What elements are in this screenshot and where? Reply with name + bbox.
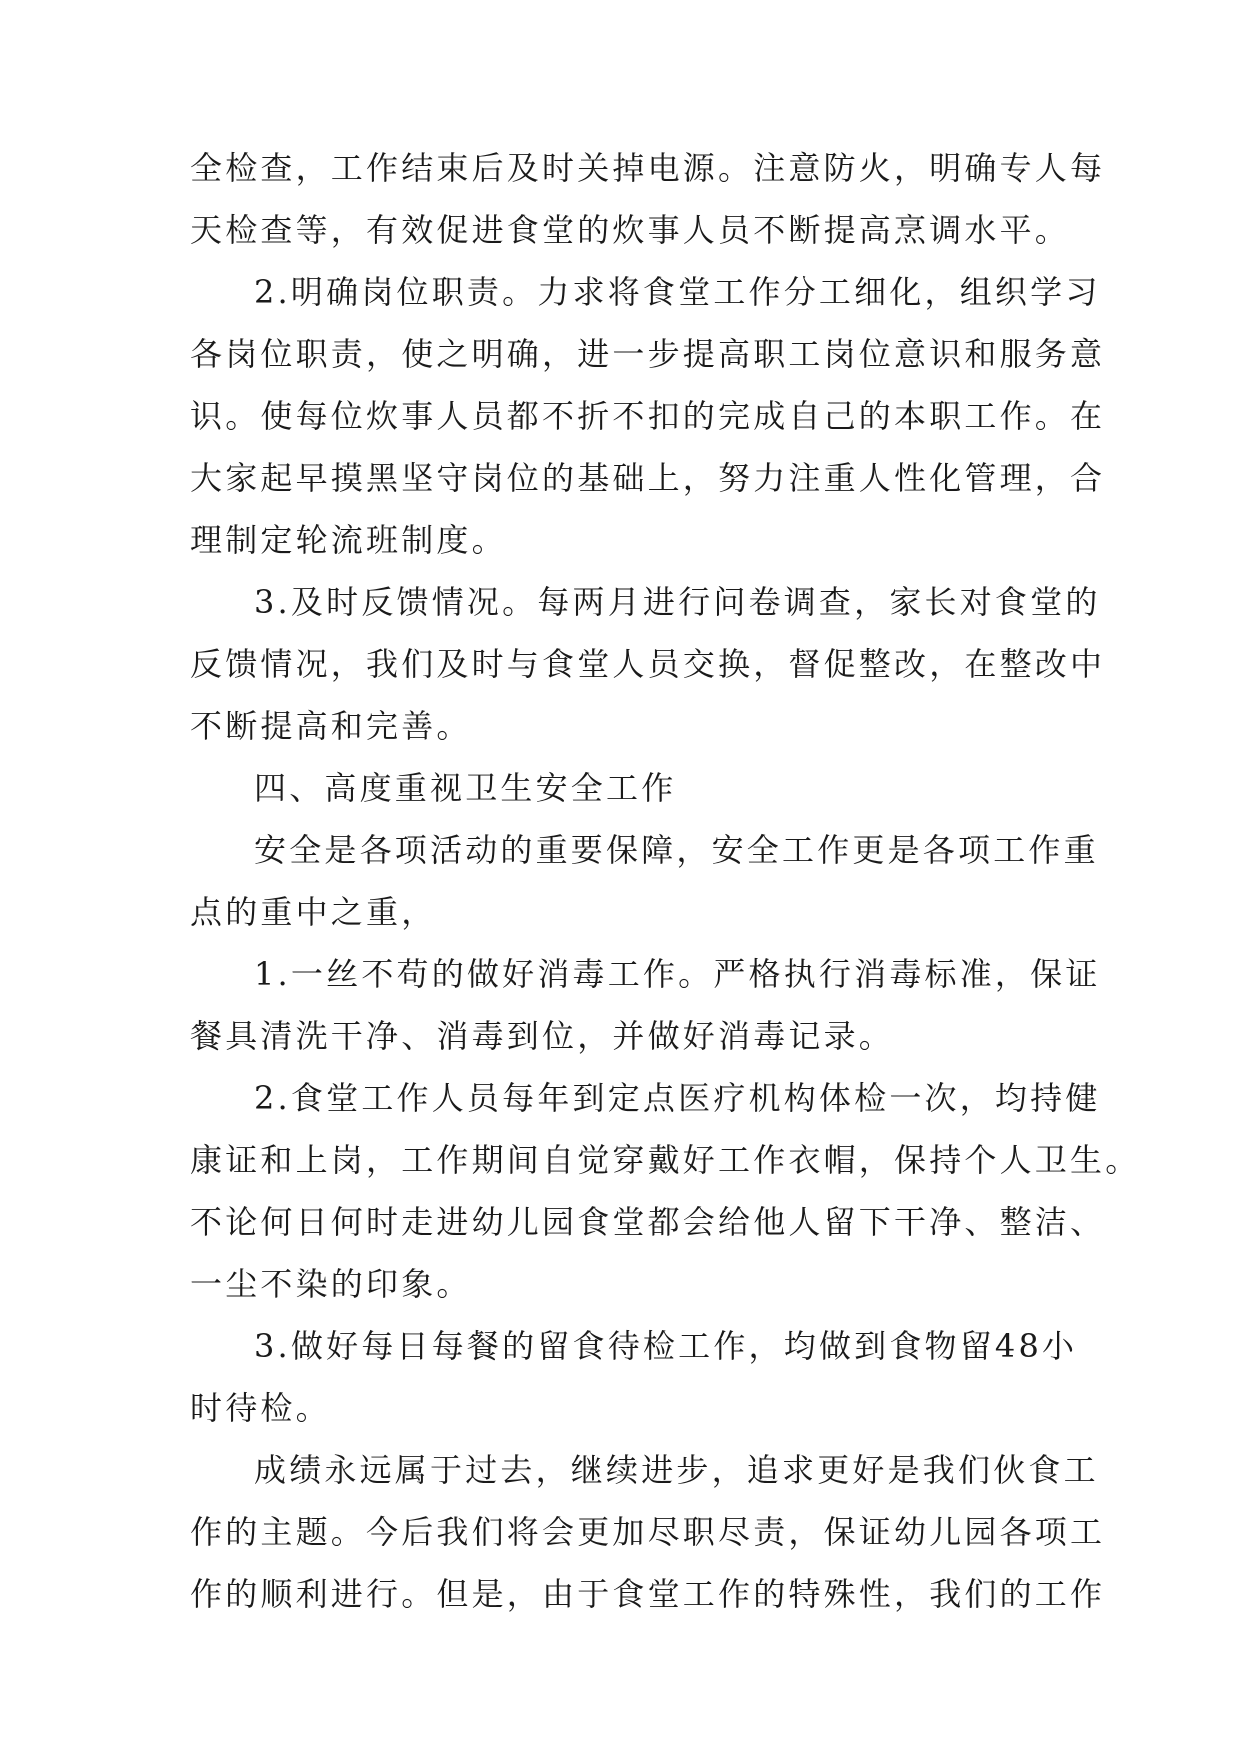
text-line: 各岗位职责，使之明确，进一步提高职工岗位意识和服务意 <box>190 335 1106 373</box>
text-line: 理制定轮流班制度。 <box>190 521 507 559</box>
text-line: 成绩永远属于过去，继续进步，追求更好是我们伙食工 <box>254 1451 1099 1489</box>
text-line: 2.食堂工作人员每年到定点医疗机构体检一次，均持健 <box>254 1079 1101 1117</box>
text-line: 点的重中之重， <box>190 893 437 931</box>
text-line: 3.做好每日每餐的留食待检工作，均做到食物留48小 <box>254 1327 1078 1365</box>
text-line: 时待检。 <box>190 1389 331 1427</box>
text-line: 天检查等，有效促进食堂的炊事人员不断提高烹调水平。 <box>190 211 1071 249</box>
text-line: 作的主题。今后我们将会更加尽职尽责，保证幼儿园各项工 <box>190 1513 1106 1551</box>
text-line: 不论何日何时走进幼儿园食堂都会给他人留下干净、整洁、 <box>190 1203 1106 1241</box>
text-line: 一尘不染的印象。 <box>190 1265 472 1303</box>
text-line: 餐具清洗干净、消毒到位，并做好消毒记录。 <box>190 1017 895 1055</box>
text-line: 不断提高和完善。 <box>190 707 472 745</box>
text-line: 作的顺利进行。但是，由于食堂工作的特殊性，我们的工作 <box>190 1575 1106 1613</box>
text-line: 2.明确岗位职责。力求将食堂工作分工细化，组织学习 <box>254 273 1101 311</box>
text-line: 反馈情况，我们及时与食堂人员交换，督促整改，在整改中 <box>190 645 1106 683</box>
text-line: 识。使每位炊事人员都不折不扣的完成自己的本职工作。在 <box>190 397 1106 435</box>
section-heading: 四、高度重视卫生安全工作 <box>254 769 677 807</box>
text-line: 安全是各项活动的重要保障，安全工作更是各项工作重 <box>254 831 1099 869</box>
text-line: 3.及时反馈情况。每两月进行问卷调查，家长对食堂的 <box>254 583 1101 621</box>
text-line: 康证和上岗，工作期间自觉穿戴好工作衣帽，保持个人卫生。 <box>190 1141 1141 1179</box>
text-line: 1.一丝不苟的做好消毒工作。严格执行消毒标准，保证 <box>254 955 1101 993</box>
text-line: 大家起早摸黑坚守岗位的基础上，努力注重人性化管理，合 <box>190 459 1106 497</box>
text-line: 全检查，工作结束后及时关掉电源。注意防火，明确专人每 <box>190 149 1106 187</box>
